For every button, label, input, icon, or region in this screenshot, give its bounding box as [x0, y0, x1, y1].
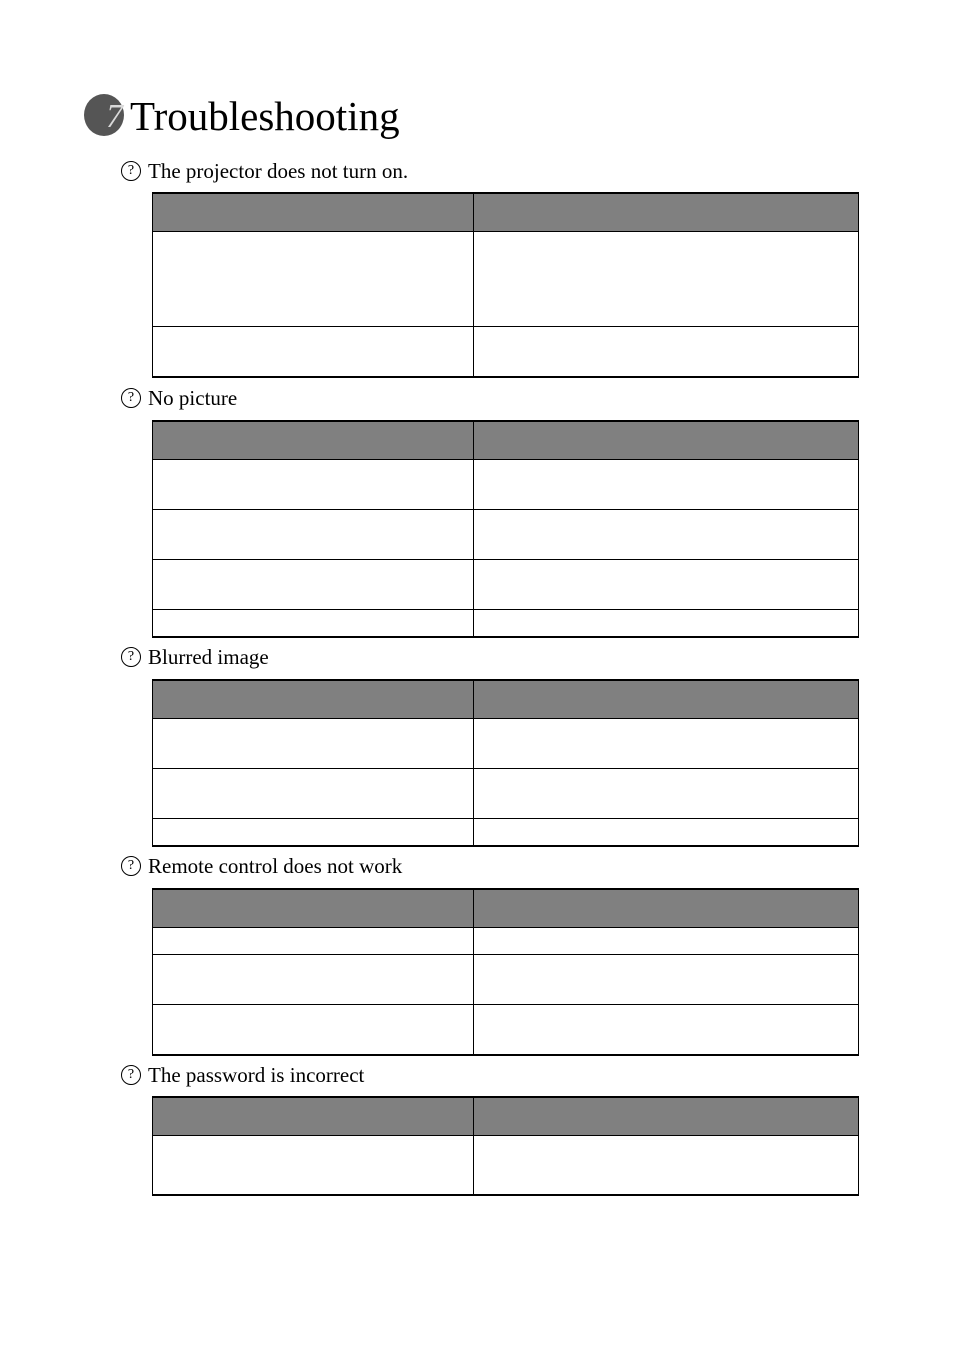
- table-row: [153, 819, 859, 846]
- table-cell: [474, 819, 859, 846]
- section-heading-no-picture: [121, 385, 237, 411]
- table-cell: [153, 928, 474, 955]
- table-row: [153, 232, 859, 327]
- table-header-cell: [474, 889, 859, 928]
- table-cell: [153, 560, 474, 610]
- table-header-cell: [474, 193, 859, 232]
- table-header-cell: [153, 680, 474, 719]
- section-heading-text: Blurred image: [148, 644, 269, 669]
- table-cell: [474, 327, 859, 377]
- page-title: Troubleshooting: [130, 93, 400, 139]
- section-heading-text: The projector does not turn on.: [148, 158, 409, 183]
- table-cell: [153, 955, 474, 1005]
- table-header-cell: [474, 1097, 859, 1136]
- table-cell: [474, 460, 859, 510]
- table-row: [153, 719, 859, 769]
- table-cell: [153, 510, 474, 560]
- section-heading-blurred-image: [121, 644, 269, 670]
- question-circle-icon: ?: [121, 856, 141, 876]
- table-row: [153, 327, 859, 377]
- section-heading-power: [121, 158, 408, 184]
- table-cell: [474, 510, 859, 560]
- table-row: [153, 610, 859, 637]
- troubleshooting-table-blurred-image: [152, 679, 859, 847]
- troubleshooting-table-no-picture: [152, 420, 859, 638]
- table-row: [153, 1005, 859, 1055]
- table-row: [153, 955, 859, 1005]
- table-cell: [153, 1005, 474, 1055]
- table-row: [153, 560, 859, 610]
- table-cell: [474, 560, 859, 610]
- table-header-cell: [153, 193, 474, 232]
- section-heading-text: The password is incorrect: [148, 1062, 365, 1087]
- section-heading-password: [121, 1062, 364, 1088]
- question-circle-icon: ?: [121, 161, 141, 181]
- table-header-cell: [153, 889, 474, 928]
- table-header-cell: [153, 421, 474, 460]
- table-row: [153, 1136, 859, 1195]
- table-cell: [474, 1005, 859, 1055]
- table-header-cell: [153, 1097, 474, 1136]
- table-cell: [153, 769, 474, 819]
- table-header-cell: [474, 421, 859, 460]
- chapter-number: 7: [106, 98, 123, 135]
- table-row: [153, 928, 859, 955]
- table-cell: [474, 232, 859, 327]
- table-cell: [474, 610, 859, 637]
- table-cell: [153, 1136, 474, 1195]
- table-cell: [474, 955, 859, 1005]
- table-cell: [153, 232, 474, 327]
- table-cell: [474, 769, 859, 819]
- section-heading-text: No picture: [148, 385, 238, 410]
- table-row: [153, 460, 859, 510]
- troubleshooting-table-remote-control: [152, 888, 859, 1056]
- table-cell: [153, 610, 474, 637]
- table-row: [153, 510, 859, 560]
- table-cell: [153, 819, 474, 846]
- question-circle-icon: ?: [121, 647, 141, 667]
- table-header-cell: [474, 680, 859, 719]
- table-row: [153, 769, 859, 819]
- table-cell: [153, 719, 474, 769]
- section-heading-text: Remote control does not work: [148, 853, 403, 878]
- table-cell: [474, 928, 859, 955]
- table-cell: [153, 460, 474, 510]
- question-circle-icon: ?: [121, 1065, 141, 1085]
- table-cell: [474, 719, 859, 769]
- question-circle-icon: ?: [121, 388, 141, 408]
- table-cell: [153, 327, 474, 377]
- table-cell: [474, 1136, 859, 1195]
- section-heading-remote-control: [121, 853, 402, 879]
- troubleshooting-table-password: [152, 1096, 859, 1196]
- troubleshooting-table-power: [152, 192, 859, 378]
